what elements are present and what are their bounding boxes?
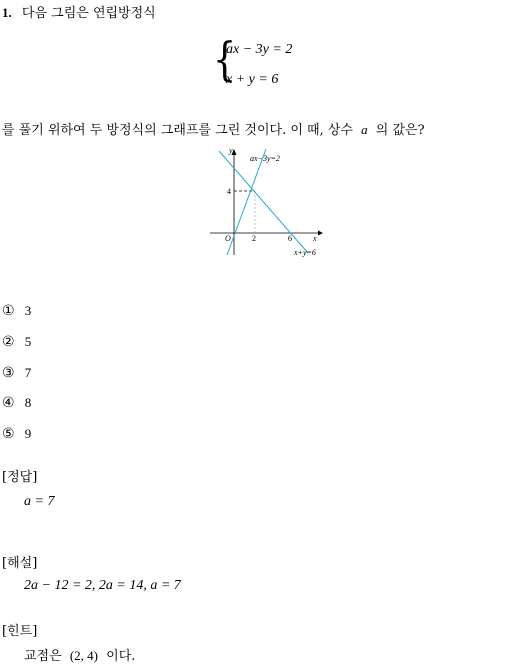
- line-ax-minus-3y: [227, 149, 266, 255]
- question-intro: 다음 그림은 연립방정식: [21, 6, 156, 21]
- line1-label: ax−3y=2: [250, 154, 280, 163]
- prompt-variable: a: [361, 122, 368, 137]
- hint-heading: [힌트]: [2, 624, 38, 639]
- prompt-pre: 를 풀기 위하여 두 방정식의 그래프를 그린 것이다. 이 때, 상수: [2, 123, 353, 138]
- choice-3[interactable]: [2, 365, 31, 381]
- equation-2: x + y = 6: [226, 72, 279, 87]
- system-brace: {: [212, 32, 237, 86]
- choice-marker: ④: [2, 395, 15, 411]
- choice-value: 5: [24, 334, 32, 349]
- x-axis-arrow: [318, 231, 323, 236]
- choice-marker: ①: [2, 303, 15, 319]
- hint-pre: 교점은: [24, 649, 62, 664]
- question-number: 1.: [2, 5, 12, 20]
- choice-value: 3: [24, 303, 32, 318]
- choice-5[interactable]: [2, 426, 31, 442]
- graph-figure: [200, 143, 330, 261]
- tick-label-x2: 2: [252, 234, 256, 243]
- answer-text: a = 7: [24, 494, 55, 509]
- tick-label-x6: 6: [288, 234, 292, 243]
- question-prompt: [2, 119, 425, 138]
- answer-heading: [정답]: [2, 470, 38, 485]
- choice-1[interactable]: [2, 303, 31, 319]
- explanation-heading: [해설]: [2, 556, 38, 571]
- question-header: [2, 2, 156, 21]
- choice-2[interactable]: [2, 334, 31, 350]
- choice-value: 9: [24, 426, 32, 441]
- line2-label: x+y=6: [294, 248, 316, 257]
- hint-line: [24, 645, 135, 664]
- choice-4[interactable]: [2, 395, 31, 411]
- choice-marker: ②: [2, 334, 15, 350]
- hint-point: (2, 4): [69, 648, 98, 663]
- equation-1: ax − 3y = 2: [226, 42, 293, 57]
- choice-marker: ③: [2, 365, 15, 381]
- choice-marker: ⑤: [2, 426, 15, 442]
- explanation-text: 2a − 12 = 2, 2a = 14, a = 7: [24, 578, 181, 593]
- choice-value: 8: [24, 395, 32, 410]
- tick-label-y4: 4: [227, 187, 231, 196]
- prompt-post: 의 값은?: [375, 123, 425, 138]
- origin-label: O: [225, 234, 231, 243]
- line-x-plus-y: [219, 151, 308, 253]
- y-axis-label: y: [229, 146, 233, 155]
- choice-value: 7: [24, 365, 32, 380]
- hint-post: 이다.: [106, 649, 136, 664]
- x-axis-label: x: [313, 234, 317, 243]
